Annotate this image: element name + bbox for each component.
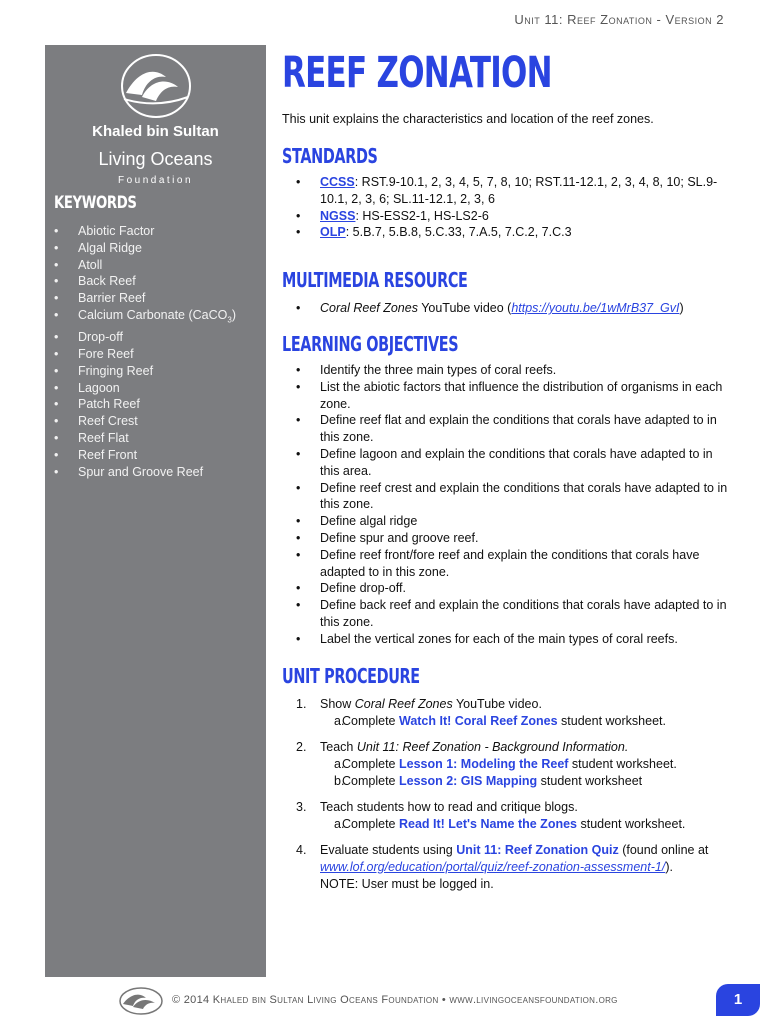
substep-letter: b. — [334, 774, 345, 788]
procedure-step — [282, 696, 732, 730]
standard-item — [282, 174, 732, 208]
keywords-heading: KEYWORDS — [54, 193, 137, 213]
keyword-item: • Patch Reef — [51, 396, 236, 413]
intro-text: This unit explains the characteristics and location of the reef zones. — [282, 112, 654, 126]
ccss-link[interactable]: CCSS — [320, 175, 355, 189]
substep-text: Complete — [342, 757, 399, 771]
ngss-link[interactable]: NGSS — [320, 208, 356, 223]
procedure-step — [282, 799, 732, 833]
keyword-item: • Abiotic Factor — [51, 223, 236, 240]
step-text: Teach students how to read and critique blogs. — [320, 800, 578, 814]
procedure-substep — [320, 816, 732, 833]
keyword-item: • Reef Front — [51, 447, 236, 464]
procedure-list — [282, 696, 732, 902]
step-text: ). — [665, 860, 673, 874]
standard-text: : HS-ESS2-1, HS-LS2-6 — [355, 208, 489, 223]
substep-letter: a. — [334, 714, 345, 728]
objective-item: • Label the vertical zones for each of the main types of coral reefs. — [282, 631, 732, 648]
step-number: 2. — [296, 740, 307, 754]
keywords-list — [51, 223, 236, 480]
keyword-item: • Back Reef — [51, 273, 236, 290]
footer — [118, 986, 678, 1016]
substep-letter: a. — [334, 757, 345, 771]
step-number: 4. — [296, 843, 307, 857]
video-text: YouTube video ( — [417, 301, 512, 315]
keyword-item: • Lagoon — [51, 380, 236, 397]
step-text: Teach — [320, 740, 357, 754]
substep-text: student worksheet. — [577, 817, 686, 831]
video-name: Coral Reef Zones — [320, 301, 418, 315]
standard-item — [282, 224, 732, 241]
objective-item: • List the abiotic factors that influence the distribution of organisms in each zone. — [282, 379, 732, 413]
page-number: 1 — [716, 984, 760, 1016]
procedure-heading: UNIT PROCEDURE — [282, 664, 420, 688]
objective-item: • Identify the three main types of coral reefs. — [282, 362, 732, 379]
step-text: Show — [320, 697, 355, 711]
wave-logo-icon — [118, 986, 164, 1016]
login-note: NOTE: User must be logged in. — [320, 877, 494, 891]
substep-text: student worksheet. — [557, 714, 666, 728]
lesson-1-link[interactable]: Lesson 1: Modeling the Reef — [398, 757, 569, 771]
objectives-heading: LEARNING OBJECTIVES — [282, 332, 459, 356]
step-text: (found online at — [618, 843, 709, 857]
quiz-link[interactable]: Unit 11: Reef Zonation Quiz — [456, 843, 619, 857]
objective-item: • Define reef flat and explain the conditions that corals have adapted to in this zone. — [282, 412, 732, 446]
keyword-item: • Fore Reef — [51, 346, 236, 363]
objective-item: • Define reef crest and explain the conditions that corals have adapted to in this zone. — [282, 480, 732, 514]
step-italic: Coral Reef Zones — [354, 697, 453, 711]
substep-text: Complete — [342, 714, 399, 728]
org-name-line1: Khaled bin Sultan — [92, 123, 219, 140]
multimedia-heading: MULTIMEDIA RESOURCE — [282, 268, 468, 292]
objective-item: • Define drop-off. — [282, 580, 732, 597]
substep-letter: a. — [334, 817, 345, 831]
keyword-item: • Fringing Reef — [51, 363, 236, 380]
keyword-item: • Spur and Groove Reef — [51, 464, 236, 481]
step-text: Evaluate students using — [320, 843, 457, 857]
foundation-logo — [45, 45, 266, 185]
keyword-close-paren: ) — [231, 307, 236, 322]
procedure-step — [282, 842, 732, 893]
footer-copyright: © 2014 Khaled bin Sultan Living Oceans Foundation • www.livingoceansfoundation.org — [172, 994, 618, 1006]
wave-logo-icon — [120, 53, 192, 119]
youtube-link[interactable]: https://youtu.be/1wMrB37_GvI — [511, 301, 680, 315]
step-number: 3. — [296, 800, 307, 814]
org-name-line3: Foundation — [117, 175, 194, 186]
standards-heading: STANDARDS — [282, 144, 378, 168]
page-title: REEF ZONATION — [282, 48, 552, 98]
objectives-list — [282, 362, 732, 648]
keyword-item: • Barrier Reef — [51, 290, 236, 307]
objective-item: • Define spur and groove reef. — [282, 530, 732, 547]
step-text: YouTube video. — [452, 697, 542, 711]
substep-text: Complete — [342, 817, 399, 831]
procedure-step — [282, 739, 732, 790]
keyword-item: • Reef Flat — [51, 430, 236, 447]
subscript-3: 3 — [227, 315, 232, 325]
substep-text: student worksheet — [537, 774, 643, 788]
sidebar — [45, 45, 266, 977]
procedure-substep — [320, 713, 732, 730]
video-text-close: ) — [679, 301, 684, 315]
standards-list — [282, 174, 732, 241]
substep-text: Complete — [342, 774, 399, 788]
lesson-2-link[interactable]: Lesson 2: GIS Mapping — [398, 774, 538, 788]
multimedia-item — [282, 300, 732, 317]
procedure-substep — [320, 756, 732, 773]
olp-link[interactable]: OLP — [320, 225, 346, 240]
substep-text: student worksheet. — [568, 757, 677, 771]
objective-item: • Define back reef and explain the conditions that corals have adapted to in this zone. — [282, 597, 732, 631]
standard-text: : 5.B.7, 5.B.8, 5.C.33, 7.A.5, 7.C.2, 7.C.3 — [345, 225, 572, 240]
watch-it-link[interactable]: Watch It! Coral Reef Zones — [398, 714, 558, 728]
keyword-item — [51, 307, 236, 329]
procedure-substep — [320, 773, 732, 790]
quiz-url-link[interactable]: www.lof.org/education/portal/quiz/reef-zonation-assessment-1/ — [320, 860, 666, 874]
standard-item — [282, 208, 732, 225]
step-italic: Unit 11: Reef Zonation - Background Information. — [356, 740, 629, 754]
keyword-text: Calcium Carbonate (CaCO — [78, 307, 228, 322]
multimedia-list — [282, 300, 732, 317]
keyword-item: • Drop-off — [51, 329, 236, 346]
keyword-item: • Reef Crest — [51, 413, 236, 430]
objective-item: • Define lagoon and explain the conditions that corals have adapted to in this area. — [282, 446, 732, 480]
objective-item: • Define reef front/fore reef and explain the conditions that corals have adapted to in this zone. — [282, 547, 732, 581]
read-it-link[interactable]: Read It! Let's Name the Zones — [398, 817, 577, 831]
org-name-line2: Living Oceans — [98, 149, 213, 169]
unit-version-header: Unit 11: Reef Zonation - Version 2 — [514, 12, 724, 27]
keyword-item: • Algal Ridge — [51, 240, 236, 257]
standard-text: : RST.9-10.1, 2, 3, 4, 5, 7, 8, 10; RST.11-12.1, 2, 3, 4, 8, 10; SL.9-10.1, 2, 3, 6; SL.11-12.1, 2, 3, 6 — [320, 175, 718, 206]
keyword-item: • Atoll — [51, 257, 236, 274]
step-number: 1. — [296, 697, 307, 711]
objective-item: • Define algal ridge — [282, 513, 732, 530]
